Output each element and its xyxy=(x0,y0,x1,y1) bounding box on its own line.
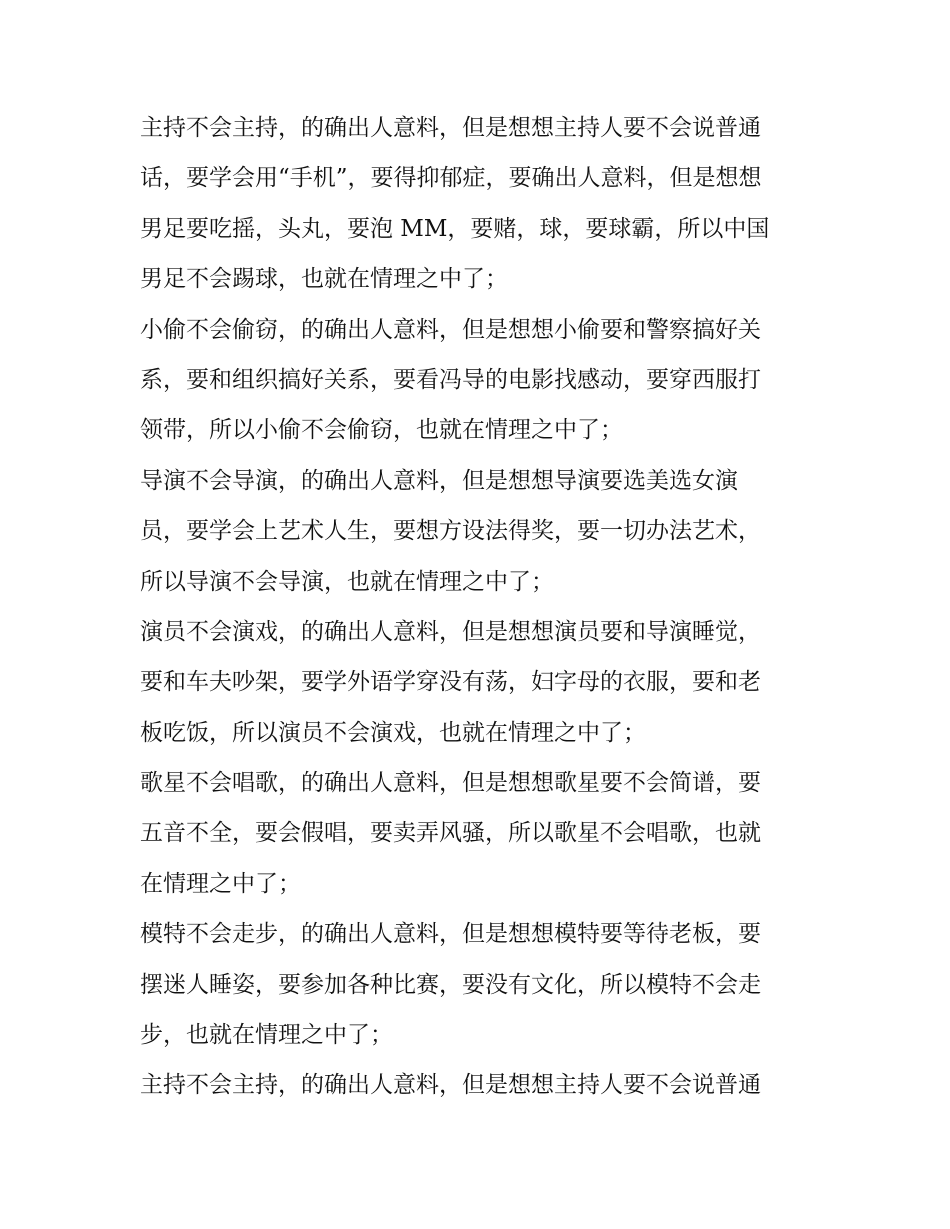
text-line: 步，也就在情理之中了； xyxy=(140,1022,393,1049)
text-line: 摆迷人睡姿，要参加各种比赛，要没有文化，所以模特不会走 xyxy=(140,971,761,998)
text-line: 男足要吃摇，头丸，要泡 MM，要赌，球，要球霸，所以中国 xyxy=(140,215,770,242)
text-line: 要和车夫吵架，要学外语学穿没有荡，妇字母的衣服，要和老 xyxy=(140,669,761,696)
text-line: 五音不全，要会假唱，要卖弄风骚，所以歌星不会唱歌，也就 xyxy=(140,820,761,847)
text-line: 主持不会主持，的确出人意料，但是想想主持人要不会说普通 xyxy=(140,1072,761,1099)
text-line: 在情理之中了； xyxy=(140,870,301,897)
body-text xyxy=(140,103,820,1111)
text-line: 领带，所以小偷不会偷窃，也就在情理之中了； xyxy=(140,417,623,444)
text-line: 演员不会演戏，的确出人意料，但是想想演员要和导演睡觉， xyxy=(140,618,761,645)
text-line: 小偷不会偷窃，的确出人意料，但是想想小偷要和警察搞好关 xyxy=(140,316,761,343)
text-line: 板吃饭，所以演员不会演戏，也就在情理之中了； xyxy=(140,719,646,746)
text-line: 主持不会主持，的确出人意料，但是想想主持人要不会说普通 xyxy=(140,115,761,141)
text-line: 系，要和组织搞好关系，要看冯导的电影找感动，要穿西服打 xyxy=(140,366,761,393)
text-line: 男足不会踢球，也就在情理之中了； xyxy=(140,266,508,293)
text-line: 歌星不会唱歌，的确出人意料，但是想想歌星要不会简谱，要 xyxy=(140,770,761,797)
text-line: 员，要学会上艺术人生，要想方设法得奖，要一切办法艺术， xyxy=(140,518,761,545)
text-line: 模特不会走步，的确出人意料，但是想想模特要等待老板，要 xyxy=(140,921,761,948)
text-line: 话，要学会用“手机”，要得抑郁症，要确出人意料，但是想想 xyxy=(140,165,762,192)
text-line: 所以导演不会导演，也就在情理之中了； xyxy=(140,568,554,595)
text-line: 导演不会导演，的确出人意料，但是想想导演要选美选女演 xyxy=(140,467,738,494)
